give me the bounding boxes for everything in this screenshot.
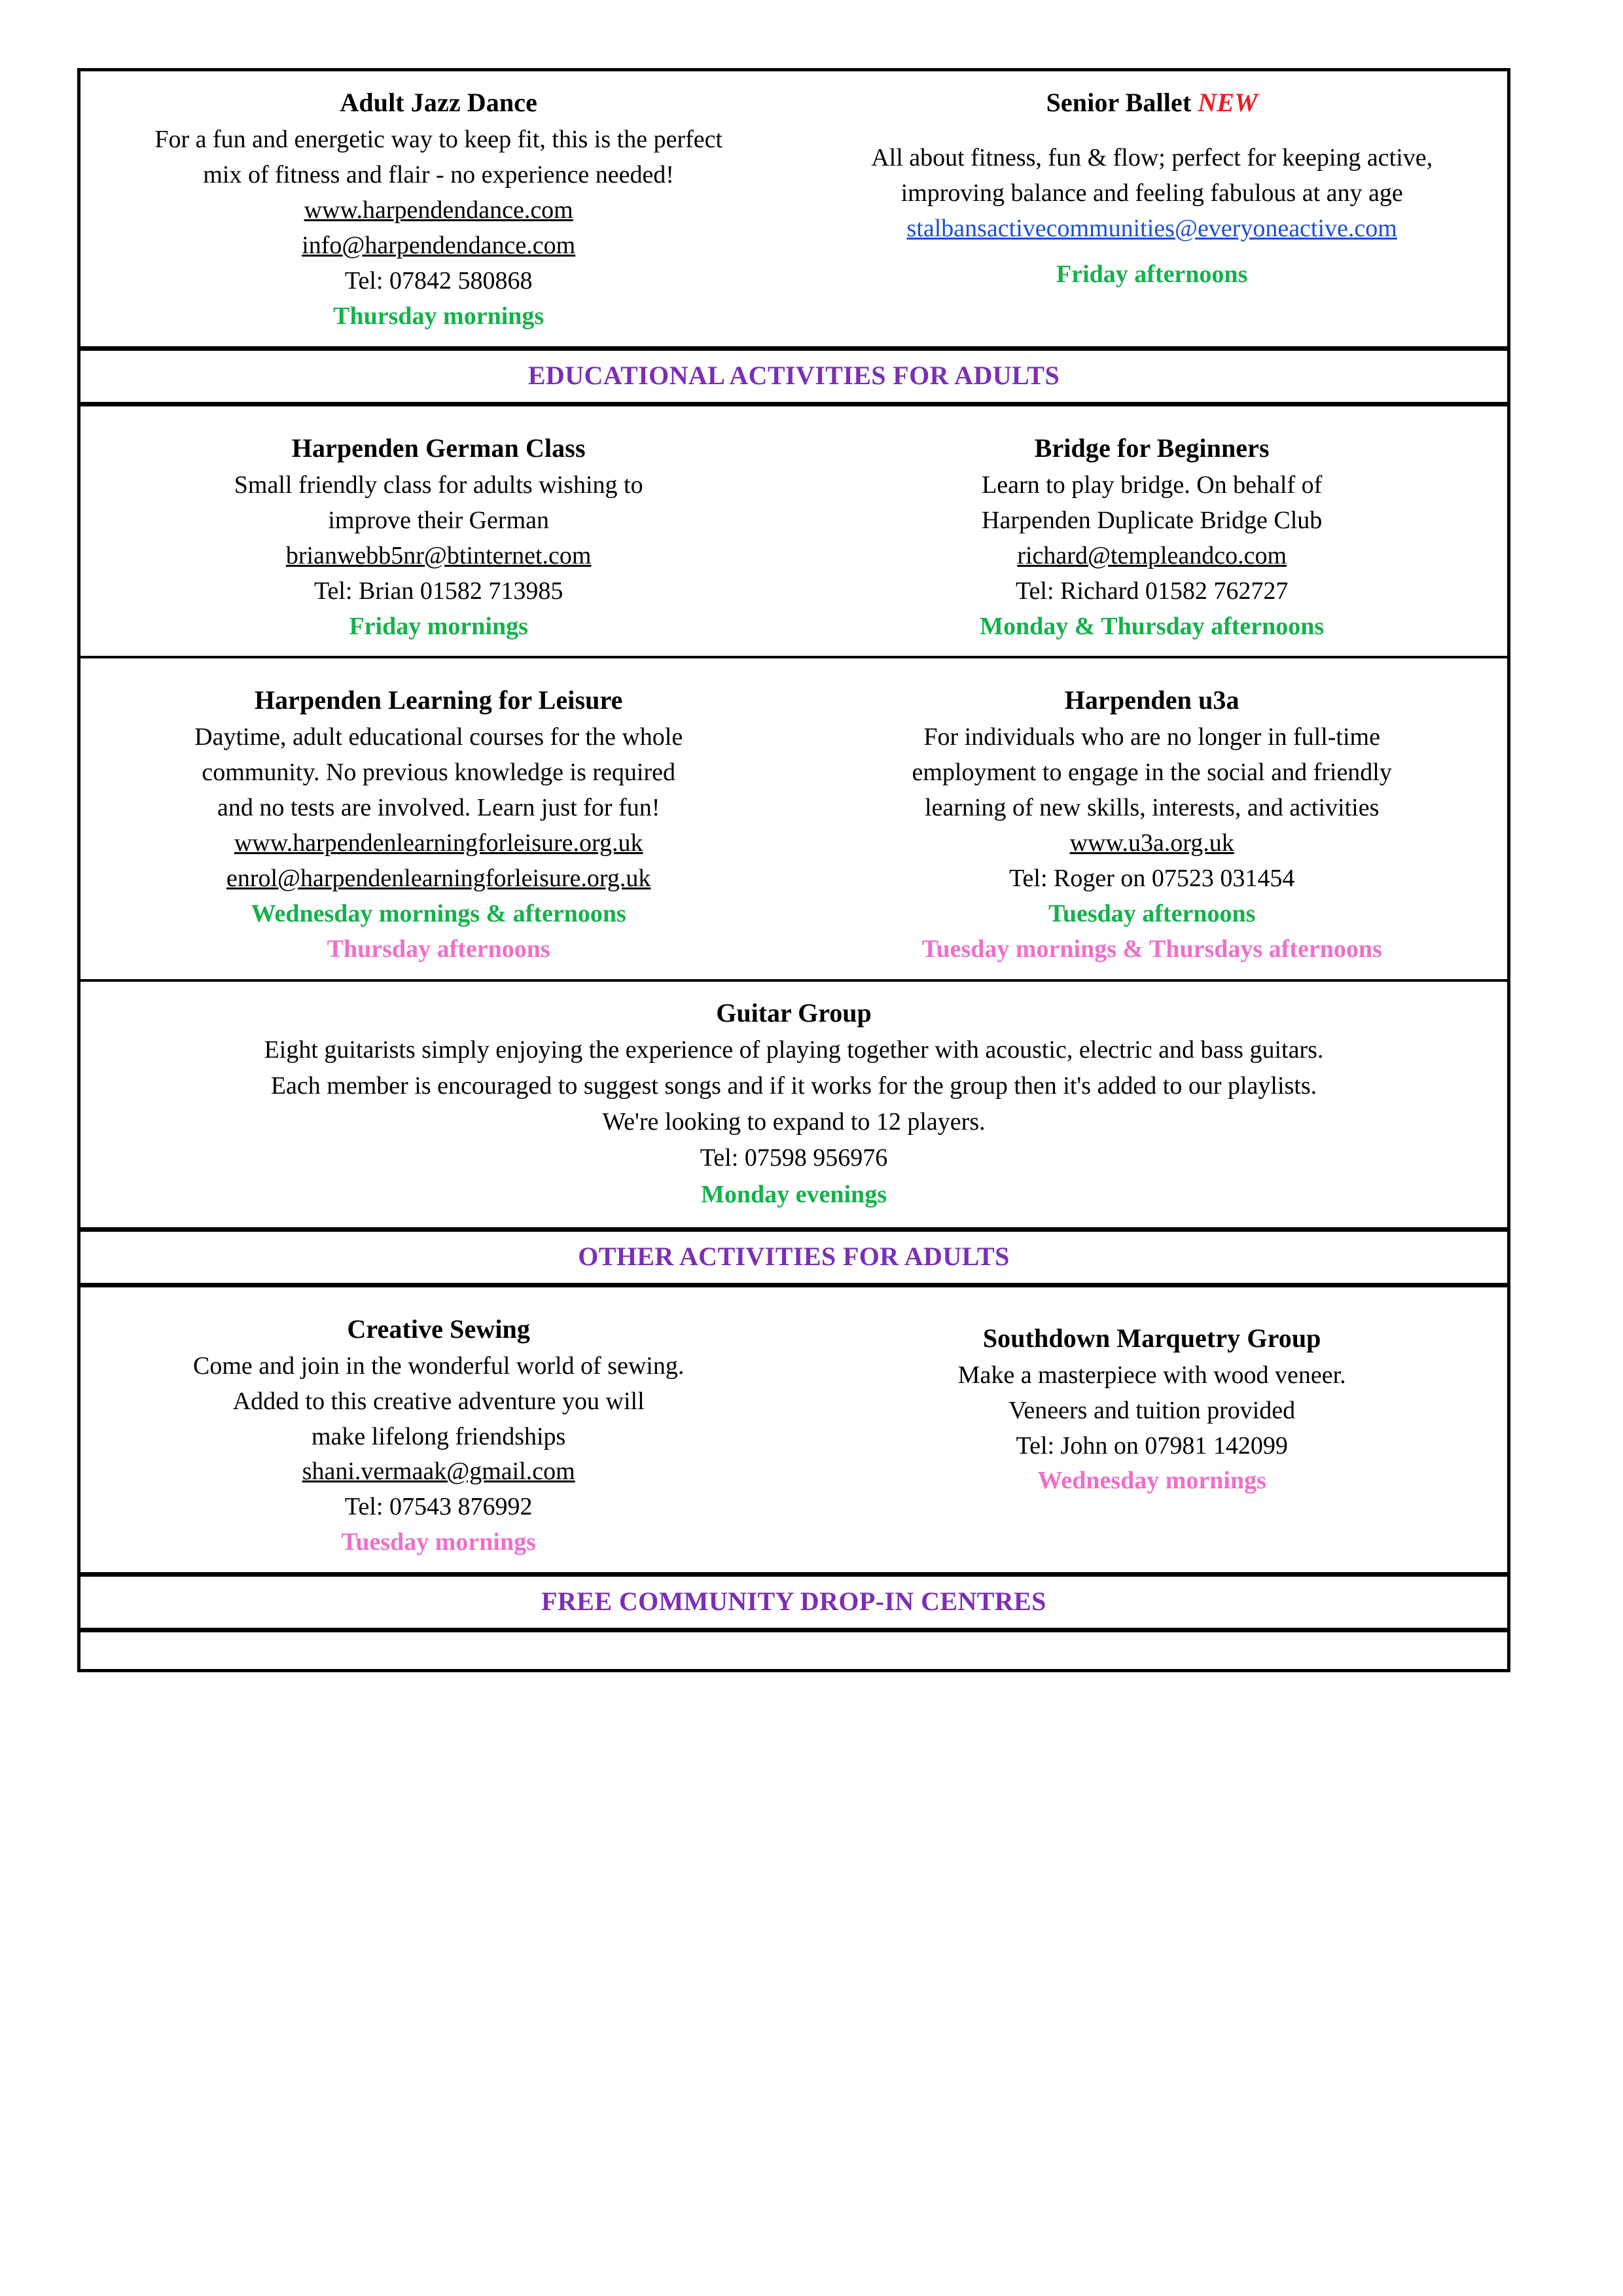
activity-title: Harpenden u3a [1064,685,1240,715]
activity-description-line: Come and join in the wonderful world of sewing. [192,1352,685,1380]
activity-schedule-pink: Wednesday mornings [1037,1467,1266,1495]
activity-description-line: Daytime, adult educational courses for the whole [194,723,683,751]
activity-schedule-green: Friday afternoons [1056,260,1248,288]
cell-section-other [80,1229,1507,1285]
activity-description-line: Veneers and tuition provided [1008,1396,1296,1424]
cell-harpenden-german-class [80,404,796,657]
activity-schedule-green: Monday evenings [701,1180,887,1208]
activity-telephone: Tel: Roger on 07523 031454 [1008,865,1295,893]
activity-title: Creative Sewing [347,1314,530,1344]
activity-description-line: improve their German [328,506,550,534]
section-header-dropin: FREE COMMUNITY DROP-IN CENTRES [541,1587,1046,1617]
activity-telephone: Tel: 07543 876992 [344,1493,533,1521]
activity-title: Harpenden Learning for Leisure [254,685,623,715]
cell-citizens-advice [80,1630,796,1670]
activity-description-line: Harpenden Duplicate Bridge Club [982,506,1323,534]
activity-schedule-green: Friday mornings [349,612,528,640]
section-header-other: OTHER ACTIVITIES FOR ADULTS [578,1241,1010,1271]
activity-schedule-pink: Thursday afternoons [327,935,550,963]
activity-title: Southdown Marquetry Group [982,1323,1321,1353]
activity-description-line: We're looking to expand to 12 players. [602,1108,986,1136]
table-row [80,1285,1507,1575]
cell-adult-jazz-dance [80,71,796,348]
activity-description-line: community. No previous knowledge is required [202,759,675,787]
cell-senior-ballet [796,71,1507,348]
activity-title [808,86,1495,120]
table-row [80,404,1507,657]
activity-description-line: make lifelong friendships [312,1422,566,1450]
activity-email-link[interactable]: info@harpendendance.com [302,231,576,259]
cell-section-dropin [80,1575,1507,1630]
activity-description-line: Each member is encouraged to suggest songs and if it works for the group then it's added to our playlists. [270,1072,1317,1100]
cell-computer-friendly-dropin [796,1630,1507,1670]
table-row [80,657,1507,980]
table-row [80,71,1507,348]
activity-schedule-pink: Tuesday mornings [341,1528,536,1556]
activity-description-line: employment to engage in the social and friendly [912,759,1392,787]
activity-description-line: improving balance and feeling fabulous at any age [901,179,1403,207]
activity-title-text: Senior Ballet [1046,88,1192,117]
activity-telephone: Tel: John on 07981 142099 [1016,1431,1288,1460]
table-row [80,1630,1507,1670]
activity-schedule-green: Wednesday mornings & afternoons [251,900,626,928]
listing-grid [80,71,1507,1669]
cell-guitar-group [80,980,1507,1229]
activity-telephone: Tel: Brian 01582 713985 [313,577,563,605]
activity-title: Harpenden German Class [291,433,586,463]
activity-description-line: For individuals who are no longer in full-time [923,723,1380,751]
spacer [808,122,1495,141]
spacer [92,1294,785,1304]
activity-website-link[interactable]: www.harpendenlearningforleisure.org.uk [234,829,643,857]
cell-harpenden-u3a [796,657,1507,980]
cell-creative-sewing [80,1285,796,1575]
activity-email-link[interactable]: brianwebb5nr@btinternet.com [285,541,592,569]
section-header-educational: EDUCATIONAL ACTIVITIES FOR ADULTS [527,360,1060,390]
spacer [808,1639,1495,1649]
section-band-row [80,1229,1507,1285]
activity-website-link[interactable]: www.u3a.org.uk [1069,829,1234,857]
activity-description-line: mix of fitness and flair - no experience needed! [203,160,674,188]
new-badge: NEW [1198,88,1258,117]
activity-description-line: Eight guitarists simply enjoying the experience of playing together with acoustic, electric and bass guitars. [264,1036,1324,1064]
activity-schedule-pink: Tuesday mornings & Thursdays afternoons [921,935,1382,963]
spacer [808,665,1495,675]
activity-title: Guitar Group [716,998,872,1028]
cell-section-educational [80,348,1507,404]
activity-email-link[interactable]: shani.vermaak@gmail.com [302,1458,575,1486]
activity-schedule-green: Tuesday afternoons [1048,900,1256,928]
activity-telephone: Tel: 07842 580868 [344,266,533,295]
spacer [808,247,1495,257]
activity-description-line: All about fitness, fun & flow; perfect for keeping active, [871,144,1433,171]
activity-description-line: learning of new skills, interests, and activities [924,794,1380,822]
activity-description-line: Learn to play bridge. On behalf of [982,471,1323,499]
spacer [92,665,785,675]
activity-description-line: and no tests are involved. Learn just for fun! [217,794,660,822]
activity-email-link[interactable]: richard@templeandco.com [1017,541,1287,569]
activity-website-link[interactable]: www.harpendendance.com [304,196,573,224]
activity-description-line: Added to this creative adventure you will [232,1387,645,1415]
activity-title: Adult Jazz Dance [340,88,537,117]
cell-bridge-for-beginners [796,404,1507,657]
activity-title: Bridge for Beginners [1034,433,1270,463]
cell-southdown-marquetry-group [796,1285,1507,1575]
activities-table [77,68,1510,1672]
table-row [80,980,1507,1229]
activity-description-line: Small friendly class for adults wishing to [234,471,643,499]
activity-schedule-green: Monday & Thursday afternoons [980,612,1325,640]
activity-telephone: Tel: Richard 01582 762727 [1016,577,1289,605]
activity-email-link[interactable]: stalbansactivecommunities@everyoneactive.com [906,214,1397,242]
section-band-row [80,1575,1507,1630]
spacer [808,1294,1495,1314]
cell-harpenden-learning-for-leisure [80,657,796,980]
spacer [808,413,1495,423]
activity-email-link[interactable]: enrol@harpendenlearningforleisure.org.uk [226,865,651,893]
section-band-row [80,348,1507,404]
spacer [92,413,785,423]
activity-schedule-green: Thursday mornings [333,302,544,330]
activity-description-line: For a fun and energetic way to keep fit, this is the perfect [154,126,723,153]
activity-telephone: Tel: 07598 956976 [700,1144,888,1172]
activity-description-line: Make a masterpiece with wood veneer. [957,1361,1346,1389]
spacer [92,1639,785,1649]
